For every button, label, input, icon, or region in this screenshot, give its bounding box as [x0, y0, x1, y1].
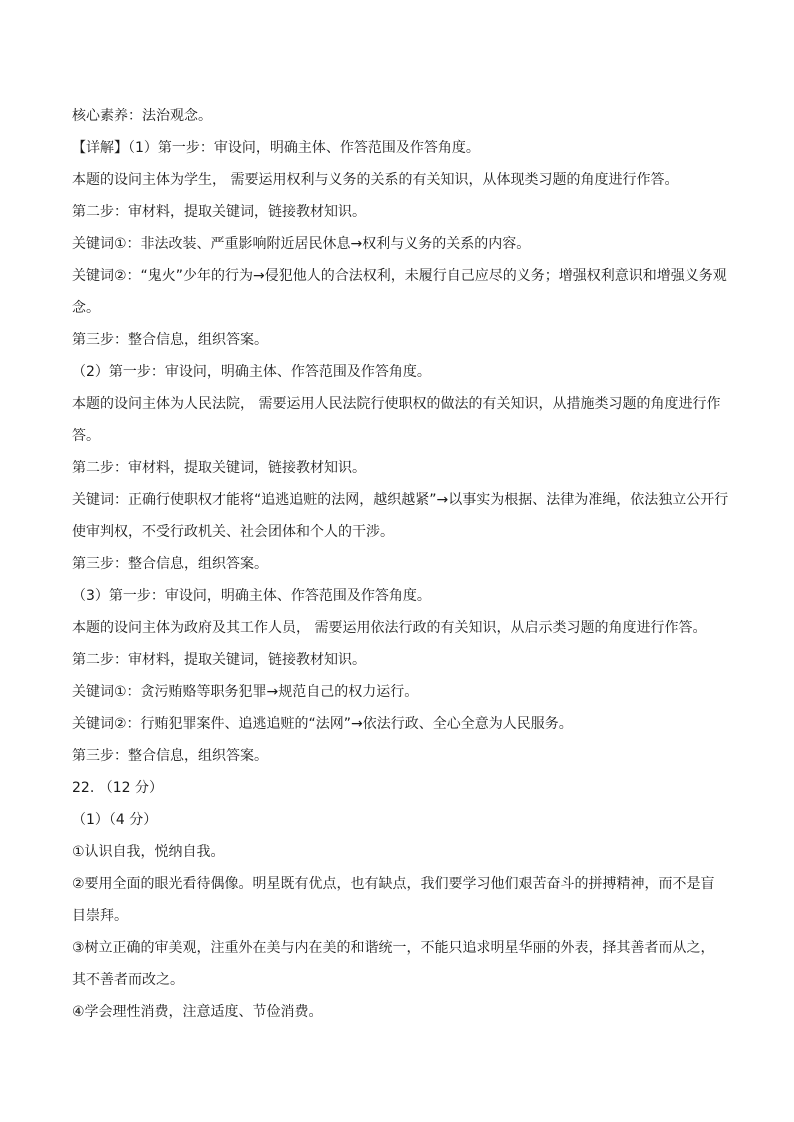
text-line: 第三步：整合信息，组织答案。 [72, 748, 268, 764]
text-line: 关键词②：“鬼火”少年的行为→侵犯他人的合法权利，未履行自己应尽的义务；增强权利意识和增强义务观 [72, 268, 727, 284]
answer-point-line: ②要用全面的眼光看待偶像。明星既有优点，也有缺点，我们要学习他们艰苦奋斗的拼搏精神，而不是盲 [72, 876, 715, 892]
text-line: 关键词①：贪污贿赂等职务犯罪→规范自己的权力运行。 [72, 684, 419, 700]
question-number-line: 22. （12 分） [72, 780, 163, 796]
text-line: 第三步：整合信息，组织答案。 [72, 332, 268, 348]
text-line: 念。 [72, 300, 100, 316]
text-line: 使审判权，不受行政机关、社会团体和个人的干涉。 [72, 524, 394, 540]
answer-point-line: 目崇拜。 [72, 908, 128, 924]
text-line: 关键词：正确行使职权才能将“追逃追赃的法网，越织越紧”→以事实为根据、法律为准绳，依法独立公开行 [72, 492, 729, 508]
detail-heading-line: 【详解】（1）第一步：审设问，明确主体、作答范围及作答角度。 [72, 140, 480, 156]
answer-point-line: ①认识自我，悦纳自我。 [72, 844, 225, 860]
text-line: 第二步：审材料，提取关键词，链接教材知识。 [72, 652, 366, 668]
question-part-heading: （3）第一步：审设问，明确主体、作答范围及作答角度。 [72, 588, 431, 604]
text-line: 关键词②：行贿犯罪案件、追逃追赃的“法网”→依法行政、全心全意为人民服务。 [72, 716, 573, 732]
text-line: 答。 [72, 428, 100, 444]
answer-point-line: ④学会理性消费，注意适度、节俭消费。 [72, 1004, 323, 1020]
text-line: 本题的设问主体为人民法院， 需要运用人民法院行使职权的做法的有关知识，从措施类习题的角度进行作 [72, 396, 721, 412]
text-line: 关键词①：非法改装、严重影响附近居民休息→权利与义务的关系的内容。 [72, 236, 531, 252]
text-line: 第三步：整合信息，组织答案。 [72, 556, 268, 572]
core-literacy-line: 核心素养：法治观念。 [72, 108, 212, 124]
text-line: 本题的设问主体为学生， 需要运用权利与义务的关系的有关知识，从体现类习题的角度进行作答。 [72, 172, 679, 188]
text-line: 第二步：审材料，提取关键词，链接教材知识。 [72, 204, 366, 220]
question-part-heading: （1）（4 分） [72, 812, 158, 828]
answer-point-line: ③树立正确的审美观，注重外在美与内在美的和谐统一，不能只追求明星华丽的外表，择其善者而从之， [72, 940, 715, 956]
answer-point-line: 其不善者而改之。 [72, 972, 184, 988]
answer-analysis-text [72, 100, 729, 1028]
text-line: 本题的设问主体为政府及其工作人员， 需要运用依法行政的有关知识，从启示类习题的角度进行作答。 [72, 620, 707, 636]
question-part-heading: （2）第一步：审设问，明确主体、作答范围及作答角度。 [72, 364, 431, 380]
text-line: 第二步：审材料，提取关键词，链接教材知识。 [72, 460, 366, 476]
